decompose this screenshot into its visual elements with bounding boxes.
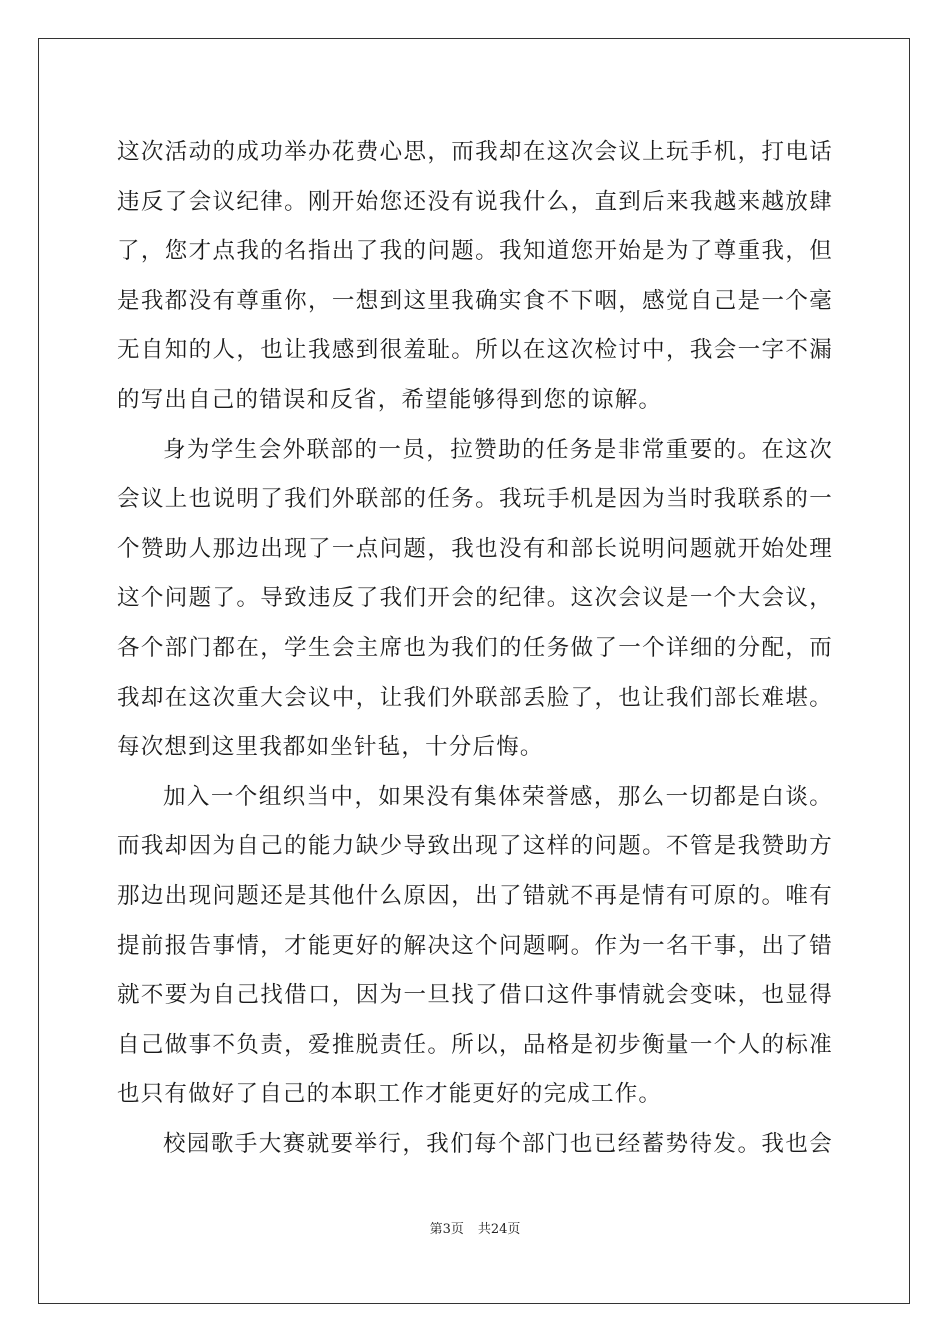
page-total: 共24页: [477, 1222, 521, 1237]
text-line: 这次活动的成功举办花费心思，而我却在这次会议上玩手机，打电话: [117, 139, 833, 165]
document-body: [117, 128, 833, 1169]
text-line: 提前报告事情，才能更好的解决这个问题啊。作为一名干事，出了错: [117, 932, 833, 959]
text-line: 无自知的人，也让我感到很羞耻。所以在这次检讨中，我会一字不漏: [117, 337, 833, 364]
text-line: 我却在这次重大会议中，让我们外联部丢脸了，也让我们部长难堪。: [117, 684, 833, 711]
text-line: 的写出自己的错误和反省，希望能够得到您的谅解。: [117, 386, 663, 413]
text-line: 是我都没有尊重你，一想到这里我确实食不下咽，感觉自己是一个毫: [117, 287, 833, 314]
page-number: 第3页: [429, 1222, 464, 1237]
text-line: 而我却因为自己的能力缺少导致出现了这样的问题。不管是我赞助方: [117, 833, 833, 860]
text-line: 这个问题了。导致违反了我们开会的纪律。这次会议是一个大会议，: [117, 585, 833, 612]
text-line: 每次想到这里我都如坐针毡，十分后悔。: [117, 734, 544, 761]
paragraph-2: [117, 426, 833, 773]
text-line: 个赞助人那边出现了一点问题，我也没有和部长说明问题就开始处理: [117, 535, 833, 562]
paragraph-3: [117, 773, 833, 1120]
paragraph-1: [117, 128, 833, 426]
text-line: 自己做事不负责，爱推脱责任。所以，品格是初步衡量一个人的标准: [117, 1031, 833, 1058]
text-line: 校园歌手大赛就要举行，我们每个部门也已经蓄势待发。我也会: [163, 1130, 833, 1157]
page-footer: [0, 1218, 950, 1237]
paragraph-4: [117, 1120, 833, 1170]
text-line: 那边出现问题还是其他什么原因，出了错就不再是情有可原的。唯有: [117, 882, 833, 909]
text-line: 也只有做好了自己的本职工作才能更好的完成工作。: [117, 1081, 663, 1108]
text-line: 就不要为自己找借口，因为一旦找了借口这件事情就会变味，也显得: [117, 982, 833, 1009]
text-line: 违反了会议纪律。刚开始您还没有说我什么，直到后来我越来越放肆: [117, 188, 833, 215]
text-line: 各个部门都在，学生会主席也为我们的任务做了一个详细的分配，而: [117, 634, 833, 661]
text-line: 了，您才点我的名指出了我的问题。我知道您开始是为了尊重我，但: [117, 238, 833, 265]
text-line: 会议上也说明了我们外联部的任务。我玩手机是因为当时我联系的一: [117, 486, 833, 513]
text-line: 加入一个组织当中，如果没有集体荣誉感，那么一切都是白谈。: [163, 783, 833, 810]
text-line: 身为学生会外联部的一员，拉赞助的任务是非常重要的。在这次: [163, 436, 833, 463]
